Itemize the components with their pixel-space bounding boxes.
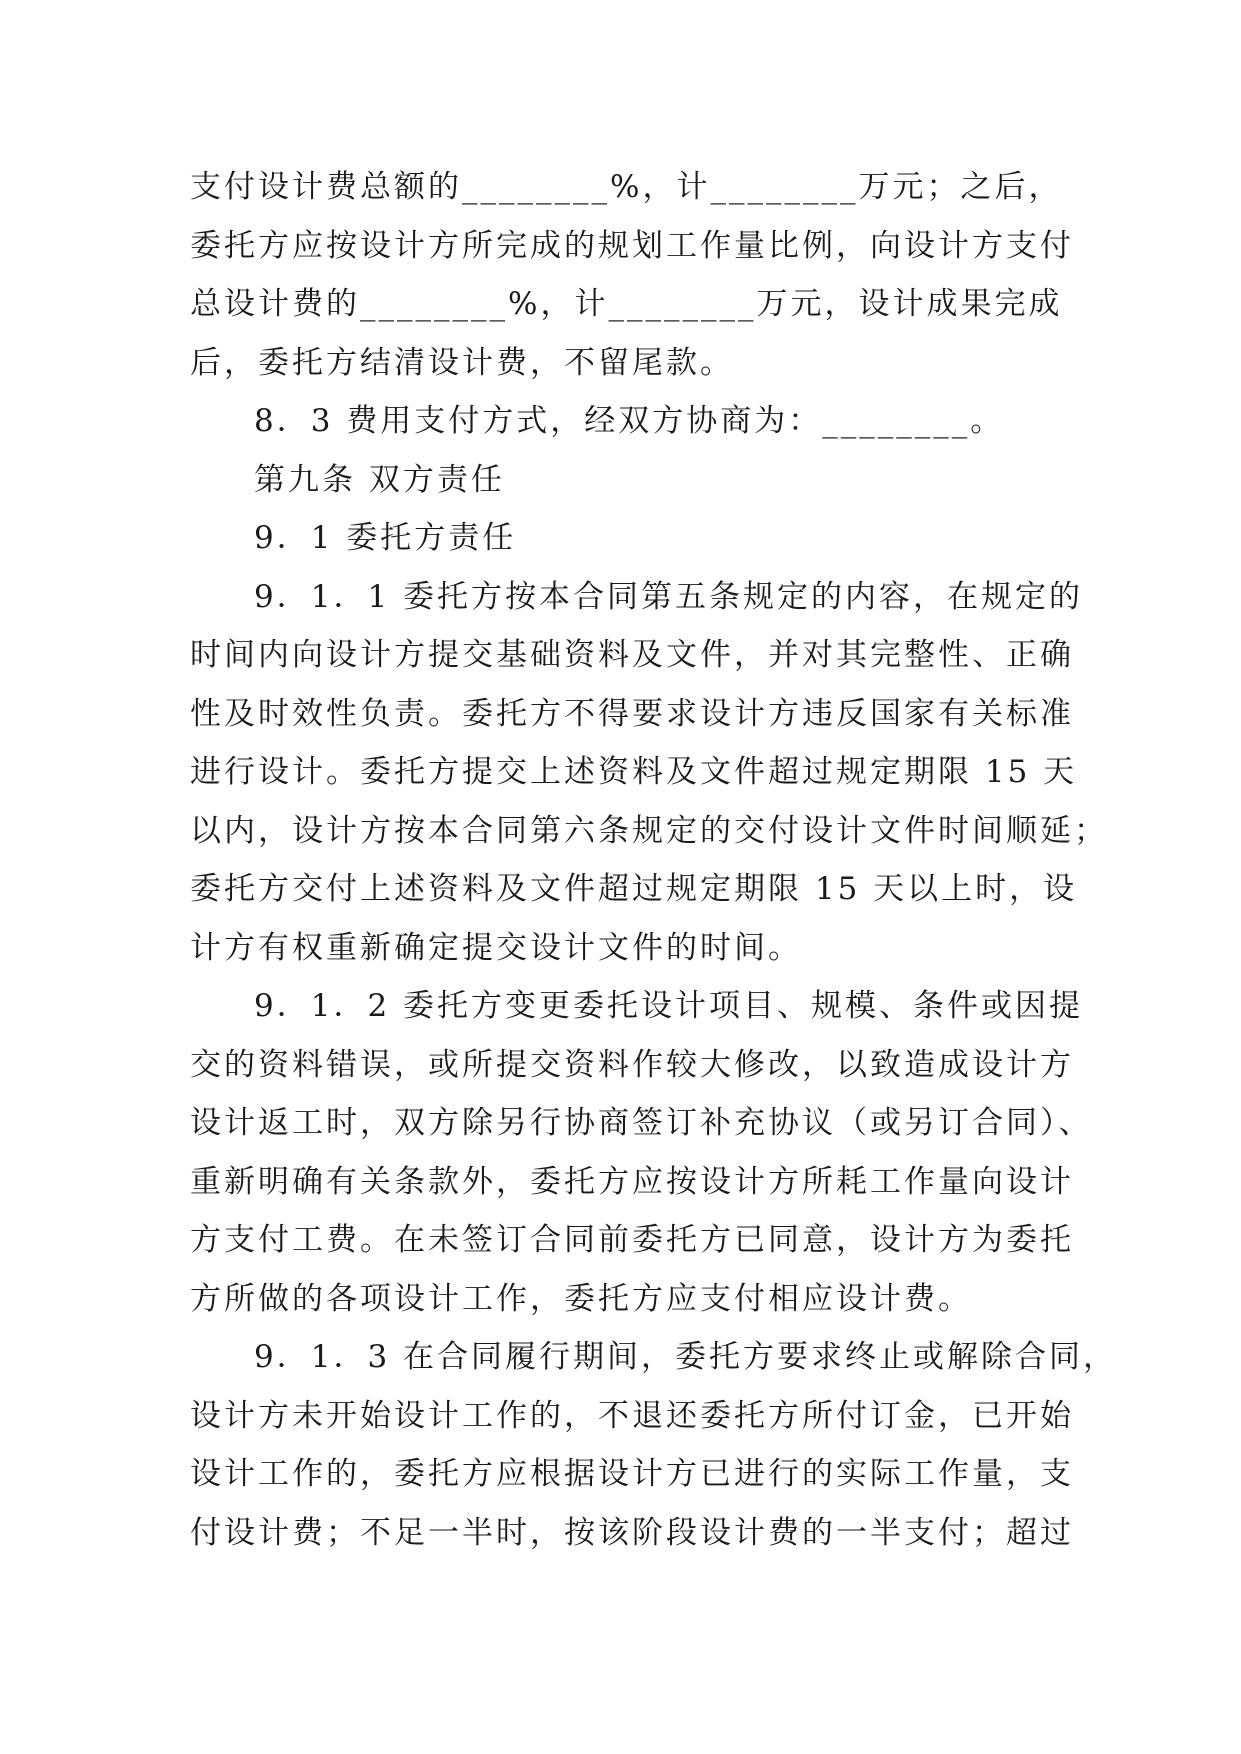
- text-line: 付设计费；不足一半时，按该阶段设计费的一半支付；超过: [190, 1514, 1074, 1551]
- text-line: 8．3 费用支付方式，经双方协商为：________。: [254, 403, 1005, 439]
- text-line: 交的资料错误，或所提交资料作较大修改，以致造成设计方: [190, 1046, 1074, 1083]
- text-line: 9．1．2 委托方变更委托设计项目、规模、条件或因提: [254, 988, 1084, 1024]
- text-line: 9．1．3 在合同履行期间，委托方要求终止或解除合同，: [254, 1339, 1118, 1375]
- text-line: 设计返工时，双方除另行协商签订补充协议（或另订合同）、: [190, 1105, 1093, 1141]
- text-line: 以内，设计方按本合同第六条规定的交付设计文件时间顺延；: [190, 812, 1108, 849]
- text-line: 方支付工费。在未签订合同前委托方已同意，设计方为委托: [190, 1222, 1074, 1258]
- text-line: 委托方应按设计方所完成的规划工作量比例，向设计方支付: [190, 227, 1074, 264]
- text-line: 后，委托方结清设计费，不留尾款。: [190, 344, 734, 381]
- text-line: 性及时效性负责。委托方不得要求设计方违反国家有关标准: [190, 695, 1074, 732]
- text-line: 支付设计费总额的________%，计________万元；之后，: [190, 169, 1063, 205]
- text-line: 第九条 双方责任: [254, 461, 505, 498]
- text-line: 设计工作的，委托方应根据设计方已进行的实际工作量，支: [190, 1456, 1074, 1492]
- text-line: 设计方未开始设计工作的，不退还委托方所付订金，已开始: [190, 1397, 1074, 1434]
- contract-body-text: [190, 158, 1118, 1562]
- text-line: 重新明确有关条款外，委托方应按设计方所耗工作量向设计: [190, 1163, 1074, 1200]
- text-line: 方所做的各项设计工作，委托方应支付相应设计费。: [190, 1280, 972, 1317]
- text-line: 进行设计。委托方提交上述资料及文件超过规定期限 15 天: [190, 754, 1078, 790]
- text-line: 计方有权重新确定提交设计文件的时间。: [190, 929, 802, 966]
- text-line: 总设计费的________%，计________万元，设计成果完成: [190, 286, 1063, 322]
- text-line: 9．1 委托方责任: [254, 520, 517, 556]
- text-line: 时间内向设计方提交基础资料及文件，并对其完整性、正确: [190, 637, 1074, 673]
- text-line: 委托方交付上述资料及文件超过规定期限 15 天以上时，设: [190, 871, 1078, 907]
- text-line: 9．1．1 委托方按本合同第五条规定的内容，在规定的: [254, 578, 1084, 615]
